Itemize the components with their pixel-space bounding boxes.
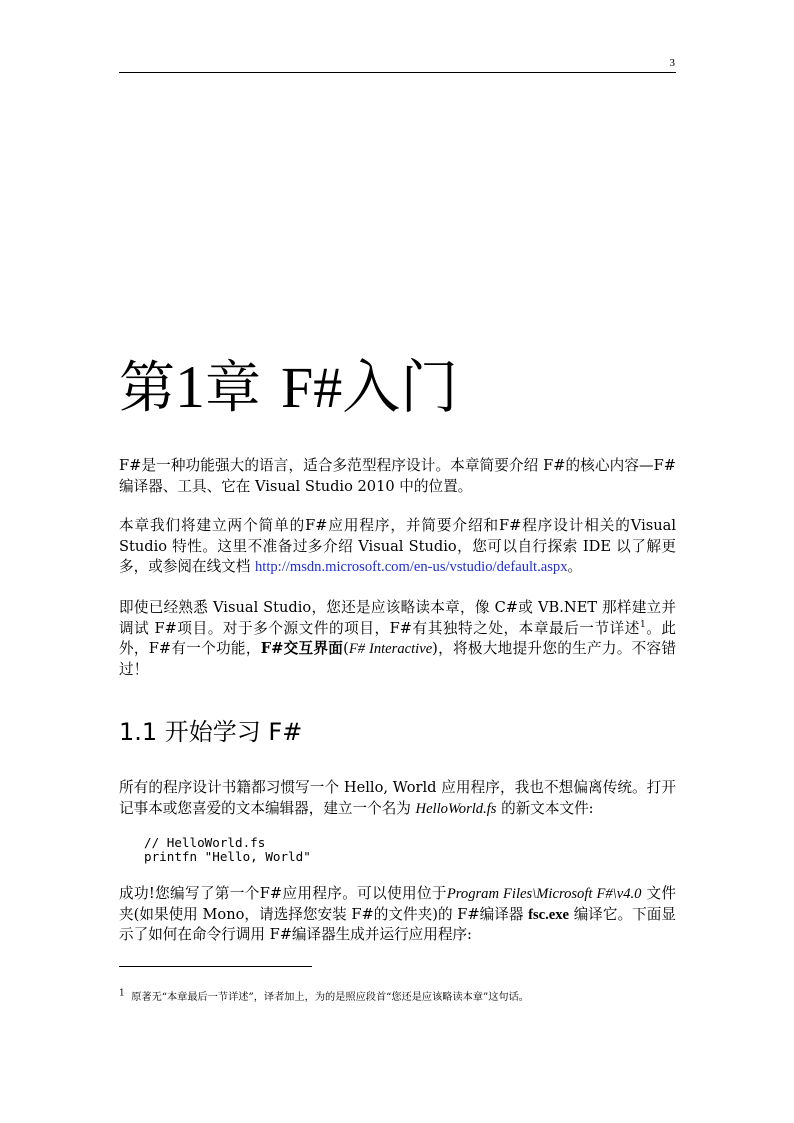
page-number: 3 bbox=[669, 57, 675, 69]
intro-paragraph: F#是一种功能强大的语言，适合多范型程序设计。本章简要介绍 F#的核心内容—F#编译器、工具、它在 Visual Studio 2010 中的位置。 bbox=[119, 457, 676, 495]
hello-world-paragraph bbox=[119, 778, 676, 819]
code-line: // HelloWorld.fs bbox=[144, 835, 266, 850]
compile-text-3: 编译它。下面显示了如何在命令行调用 F#编译器生成并运行应用程序: bbox=[119, 905, 676, 943]
reading-text-2: 。此外，F#有一个功能， bbox=[119, 619, 676, 657]
paren-open: ( bbox=[343, 640, 349, 657]
compiler-name-bold: fsc.exe bbox=[528, 906, 570, 923]
install-path-italic: Program Files\Microsoft F#\v4.0 bbox=[446, 886, 642, 902]
msdn-link[interactable]: http://msdn.microsoft.com/en-us/vstudio/default.aspx bbox=[254, 559, 568, 575]
compile-paragraph bbox=[119, 884, 676, 946]
compile-text-1: 成功!您编写了第一个F#应用程序。可以使用位于 bbox=[119, 885, 447, 902]
overview-end: 。 bbox=[567, 558, 583, 575]
chapter-suffix: 章 bbox=[205, 356, 261, 421]
footnote bbox=[119, 988, 676, 1005]
code-line: printfn "Hello, World" bbox=[144, 849, 311, 864]
footnote-rule bbox=[119, 966, 312, 967]
chapter-name: F#入门 bbox=[281, 355, 459, 420]
section-title: 1.1 开始学习 F# bbox=[119, 718, 303, 746]
chapter-prefix: 第 bbox=[119, 356, 175, 421]
fsi-bold-term: F#交互界面 bbox=[260, 640, 344, 657]
header-rule bbox=[119, 72, 676, 73]
reading-paragraph bbox=[119, 598, 676, 680]
filename-italic: HelloWorld.fs bbox=[415, 800, 497, 817]
reading-text-3: )，将极大地提升您的生产力。不容错过！ bbox=[119, 640, 676, 678]
code-block bbox=[144, 836, 311, 864]
chapter-number: 1 bbox=[175, 354, 205, 420]
fsi-italic-term: F# Interactive bbox=[348, 641, 433, 657]
hello-text-2: 的新文本文件: bbox=[496, 799, 594, 817]
overview-paragraph bbox=[119, 516, 676, 578]
chapter-title bbox=[119, 352, 458, 424]
hello-text-1: 所有的程序设计书籍都习惯写一个 Hello, World 应用程序，我也不想偏离传统。打开记事本或您喜爱的文本编辑器，建立一个名为 bbox=[119, 779, 676, 817]
footnote-text: 原著无“本章最后一节详述”，译者加上，为的是照应段首“您还是应该略读本章”这句话。 bbox=[131, 992, 529, 1003]
overview-text: 本章我们将建立两个简单的F#应用程序，并简要介绍和F#程序设计相关的Visual Studio 特性。这里不准备过多介绍 Visual Studio，您可以自行探索 IDE 以了解更多，或参阅在线文档 bbox=[119, 517, 676, 575]
reading-text-1: 即使已经熟悉 Visual Studio，您还是应该略读本章，像 C#或 VB.NET 那样建立并调试 F#项目。对于多个源文件的项目，F#有其独特之处，本章最后一节详述 bbox=[119, 599, 676, 637]
footnote-reference[interactable]: 1 bbox=[639, 619, 646, 630]
compile-text-2: 文件夹(如果使用 Mono，请选择您安装 F#的文件夹)的 F#编译器 bbox=[119, 885, 676, 923]
footnote-marker: 1 bbox=[119, 988, 125, 999]
